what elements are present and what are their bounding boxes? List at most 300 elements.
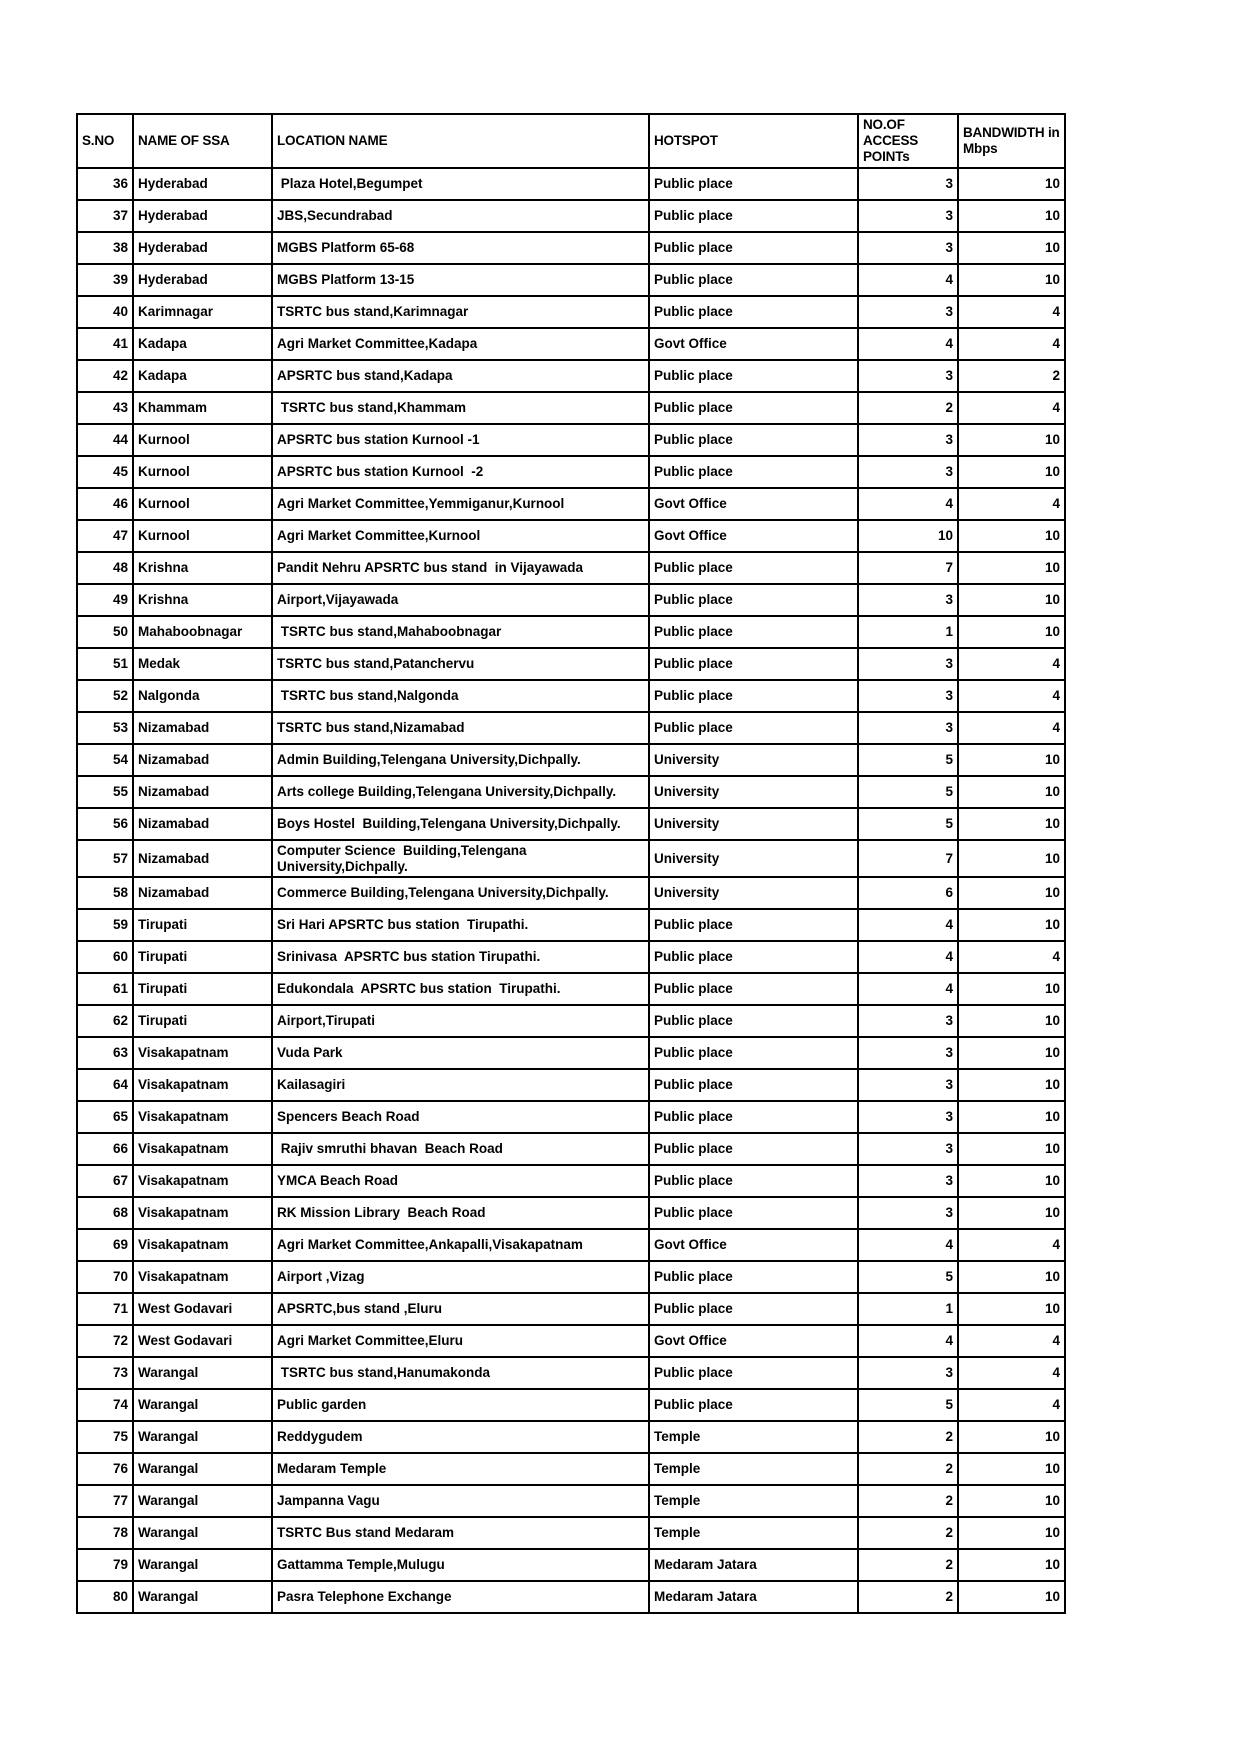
cell-ssa: Khammam	[133, 392, 272, 424]
cell-location: Rajiv smruthi bhavan Beach Road	[272, 1133, 649, 1165]
cell-location: APSRTC bus station Kurnool -2	[272, 456, 649, 488]
cell-sno: 67	[77, 1165, 133, 1197]
cell-ssa: Hyderabad	[133, 200, 272, 232]
cell-ssa: Nizamabad	[133, 840, 272, 877]
table-row	[77, 1421, 1065, 1453]
cell-access_points: 3	[858, 680, 958, 712]
table-row	[77, 1517, 1065, 1549]
cell-sno: 36	[77, 168, 133, 200]
cell-sno: 50	[77, 616, 133, 648]
cell-sno: 65	[77, 1101, 133, 1133]
cell-sno: 80	[77, 1581, 133, 1613]
cell-bandwidth: 10	[958, 456, 1065, 488]
table-row	[77, 744, 1065, 776]
cell-ssa: Warangal	[133, 1549, 272, 1581]
cell-hotspot: Public place	[649, 1261, 858, 1293]
cell-bandwidth: 10	[958, 1005, 1065, 1037]
cell-access_points: 3	[858, 1357, 958, 1389]
table-row	[77, 1037, 1065, 1069]
cell-hotspot: Public place	[649, 360, 858, 392]
table-row	[77, 392, 1065, 424]
cell-access_points: 3	[858, 1037, 958, 1069]
cell-location: Agri Market Committee,Yemmiganur,Kurnool	[272, 488, 649, 520]
cell-bandwidth: 10	[958, 1037, 1065, 1069]
cell-access_points: 2	[858, 1581, 958, 1613]
cell-bandwidth: 4	[958, 488, 1065, 520]
cell-hotspot: Temple	[649, 1517, 858, 1549]
cell-access_points: 1	[858, 1293, 958, 1325]
cell-location: Medaram Temple	[272, 1453, 649, 1485]
cell-ssa: Visakapatnam	[133, 1101, 272, 1133]
cell-location: Agri Market Committee,Eluru	[272, 1325, 649, 1357]
cell-hotspot: Public place	[649, 1101, 858, 1133]
table-row	[77, 1229, 1065, 1261]
cell-ssa: Nalgonda	[133, 680, 272, 712]
cell-ssa: Hyderabad	[133, 264, 272, 296]
cell-access_points: 3	[858, 584, 958, 616]
cell-ssa: Kurnool	[133, 456, 272, 488]
cell-ssa: Krishna	[133, 552, 272, 584]
table-row	[77, 1005, 1065, 1037]
cell-bandwidth: 4	[958, 1325, 1065, 1357]
cell-bandwidth: 10	[958, 520, 1065, 552]
cell-location: Admin Building,Telengana University,Dichpally.	[272, 744, 649, 776]
cell-hotspot: Public place	[649, 680, 858, 712]
cell-hotspot: Temple	[649, 1453, 858, 1485]
table-row	[77, 520, 1065, 552]
cell-hotspot: Public place	[649, 200, 858, 232]
cell-location: Reddygudem	[272, 1421, 649, 1453]
cell-access_points: 4	[858, 973, 958, 1005]
cell-access_points: 3	[858, 1005, 958, 1037]
table-row	[77, 1293, 1065, 1325]
table-row	[77, 1133, 1065, 1165]
cell-ssa: Warangal	[133, 1357, 272, 1389]
cell-bandwidth: 10	[958, 168, 1065, 200]
cell-location: Spencers Beach Road	[272, 1101, 649, 1133]
cell-hotspot: Public place	[649, 909, 858, 941]
table-row	[77, 424, 1065, 456]
cell-sno: 62	[77, 1005, 133, 1037]
cell-sno: 76	[77, 1453, 133, 1485]
cell-access_points: 1	[858, 616, 958, 648]
cell-access_points: 3	[858, 712, 958, 744]
cell-sno: 40	[77, 296, 133, 328]
cell-access_points: 4	[858, 1229, 958, 1261]
cell-sno: 78	[77, 1517, 133, 1549]
cell-sno: 54	[77, 744, 133, 776]
cell-sno: 59	[77, 909, 133, 941]
cell-access_points: 4	[858, 941, 958, 973]
cell-ssa: Nizamabad	[133, 808, 272, 840]
cell-sno: 72	[77, 1325, 133, 1357]
cell-hotspot: Public place	[649, 941, 858, 973]
header-hotspot: HOTSPOT	[649, 114, 858, 168]
cell-location: Boys Hostel Building,Telengana University,Dichpally.	[272, 808, 649, 840]
cell-sno: 56	[77, 808, 133, 840]
cell-hotspot: Public place	[649, 1293, 858, 1325]
cell-ssa: Karimnagar	[133, 296, 272, 328]
cell-sno: 79	[77, 1549, 133, 1581]
cell-access_points: 2	[858, 1517, 958, 1549]
cell-location: Airport,Tirupati	[272, 1005, 649, 1037]
cell-ssa: Nizamabad	[133, 776, 272, 808]
cell-sno: 61	[77, 973, 133, 1005]
header-row	[77, 114, 1065, 168]
cell-access_points: 3	[858, 296, 958, 328]
cell-hotspot: Public place	[649, 1357, 858, 1389]
cell-bandwidth: 10	[958, 1581, 1065, 1613]
cell-location: Edukondala APSRTC bus station Tirupathi.	[272, 973, 649, 1005]
cell-sno: 43	[77, 392, 133, 424]
cell-ssa: Tirupati	[133, 973, 272, 1005]
cell-sno: 42	[77, 360, 133, 392]
table-row	[77, 648, 1065, 680]
cell-ssa: Kadapa	[133, 328, 272, 360]
cell-access_points: 3	[858, 1069, 958, 1101]
cell-access_points: 5	[858, 1261, 958, 1293]
cell-ssa: Warangal	[133, 1421, 272, 1453]
cell-sno: 49	[77, 584, 133, 616]
cell-bandwidth: 10	[958, 808, 1065, 840]
cell-ssa: Warangal	[133, 1453, 272, 1485]
cell-sno: 39	[77, 264, 133, 296]
cell-access_points: 2	[858, 1549, 958, 1581]
cell-sno: 48	[77, 552, 133, 584]
cell-hotspot: Govt Office	[649, 1229, 858, 1261]
cell-location: TSRTC bus stand,Nizamabad	[272, 712, 649, 744]
cell-bandwidth: 10	[958, 200, 1065, 232]
cell-location: APSRTC,bus stand ,Eluru	[272, 1293, 649, 1325]
cell-access_points: 4	[858, 1325, 958, 1357]
cell-sno: 71	[77, 1293, 133, 1325]
table-row	[77, 1197, 1065, 1229]
cell-bandwidth: 10	[958, 1453, 1065, 1485]
cell-access_points: 7	[858, 552, 958, 584]
cell-bandwidth: 4	[958, 1357, 1065, 1389]
cell-bandwidth: 10	[958, 1549, 1065, 1581]
cell-location: RK Mission Library Beach Road	[272, 1197, 649, 1229]
cell-bandwidth: 10	[958, 1517, 1065, 1549]
cell-sno: 64	[77, 1069, 133, 1101]
cell-access_points: 3	[858, 1197, 958, 1229]
cell-bandwidth: 10	[958, 264, 1065, 296]
cell-ssa: Visakapatnam	[133, 1261, 272, 1293]
cell-access_points: 6	[858, 877, 958, 909]
cell-sno: 75	[77, 1421, 133, 1453]
cell-location: MGBS Platform 65-68	[272, 232, 649, 264]
cell-sno: 38	[77, 232, 133, 264]
cell-location: Public garden	[272, 1389, 649, 1421]
cell-bandwidth: 10	[958, 973, 1065, 1005]
table-row	[77, 1261, 1065, 1293]
cell-access_points: 4	[858, 264, 958, 296]
header-access-points: NO.OF ACCESS POINTs	[858, 114, 958, 168]
cell-hotspot: University	[649, 840, 858, 877]
cell-access_points: 10	[858, 520, 958, 552]
cell-sno: 45	[77, 456, 133, 488]
cell-hotspot: University	[649, 776, 858, 808]
cell-location: YMCA Beach Road	[272, 1165, 649, 1197]
table-row	[77, 1453, 1065, 1485]
cell-bandwidth: 10	[958, 840, 1065, 877]
cell-bandwidth: 4	[958, 296, 1065, 328]
cell-hotspot: Govt Office	[649, 520, 858, 552]
cell-hotspot: Govt Office	[649, 488, 858, 520]
cell-bandwidth: 4	[958, 328, 1065, 360]
cell-sno: 57	[77, 840, 133, 877]
cell-sno: 60	[77, 941, 133, 973]
cell-ssa: Visakapatnam	[133, 1165, 272, 1197]
cell-location: Airport ,Vizag	[272, 1261, 649, 1293]
cell-location: APSRTC bus stand,Kadapa	[272, 360, 649, 392]
cell-hotspot: Public place	[649, 616, 858, 648]
cell-ssa: West Godavari	[133, 1325, 272, 1357]
table-row	[77, 1549, 1065, 1581]
table-row	[77, 1069, 1065, 1101]
cell-location: Pandit Nehru APSRTC bus stand in Vijayawada	[272, 552, 649, 584]
cell-bandwidth: 10	[958, 1165, 1065, 1197]
cell-hotspot: Public place	[649, 648, 858, 680]
cell-location: Airport,Vijayawada	[272, 584, 649, 616]
table-row	[77, 840, 1065, 877]
cell-access_points: 3	[858, 1101, 958, 1133]
cell-access_points: 3	[858, 168, 958, 200]
cell-ssa: Kurnool	[133, 424, 272, 456]
cell-hotspot: Public place	[649, 973, 858, 1005]
cell-access_points: 4	[858, 909, 958, 941]
cell-bandwidth: 10	[958, 877, 1065, 909]
cell-sno: 73	[77, 1357, 133, 1389]
table-row	[77, 909, 1065, 941]
cell-ssa: Kadapa	[133, 360, 272, 392]
cell-location: TSRTC bus stand,Hanumakonda	[272, 1357, 649, 1389]
cell-bandwidth: 4	[958, 648, 1065, 680]
cell-ssa: Kurnool	[133, 488, 272, 520]
cell-hotspot: Medaram Jatara	[649, 1549, 858, 1581]
header-location-name: LOCATION NAME	[272, 114, 649, 168]
cell-hotspot: Public place	[649, 1133, 858, 1165]
cell-sno: 51	[77, 648, 133, 680]
cell-location: Vuda Park	[272, 1037, 649, 1069]
cell-bandwidth: 2	[958, 360, 1065, 392]
cell-bandwidth: 10	[958, 1069, 1065, 1101]
cell-access_points: 5	[858, 808, 958, 840]
cell-ssa: Mahaboobnagar	[133, 616, 272, 648]
cell-bandwidth: 4	[958, 712, 1065, 744]
cell-sno: 37	[77, 200, 133, 232]
cell-bandwidth: 4	[958, 1229, 1065, 1261]
table-row	[77, 776, 1065, 808]
cell-hotspot: Public place	[649, 1037, 858, 1069]
cell-hotspot: Public place	[649, 1165, 858, 1197]
cell-bandwidth: 10	[958, 1485, 1065, 1517]
cell-ssa: Krishna	[133, 584, 272, 616]
cell-access_points: 3	[858, 232, 958, 264]
table-row	[77, 168, 1065, 200]
cell-hotspot: Temple	[649, 1421, 858, 1453]
cell-bandwidth: 10	[958, 776, 1065, 808]
cell-bandwidth: 10	[958, 1261, 1065, 1293]
cell-hotspot: Public place	[649, 1389, 858, 1421]
cell-bandwidth: 10	[958, 1293, 1065, 1325]
cell-ssa: Visakapatnam	[133, 1133, 272, 1165]
cell-location: TSRTC bus stand,Mahaboobnagar	[272, 616, 649, 648]
cell-hotspot: Public place	[649, 1197, 858, 1229]
cell-ssa: Visakapatnam	[133, 1197, 272, 1229]
cell-ssa: Kurnool	[133, 520, 272, 552]
cell-access_points: 3	[858, 360, 958, 392]
cell-hotspot: Govt Office	[649, 1325, 858, 1357]
cell-location: Sri Hari APSRTC bus station Tirupathi.	[272, 909, 649, 941]
cell-access_points: 5	[858, 776, 958, 808]
cell-ssa: Hyderabad	[133, 232, 272, 264]
table-header	[77, 114, 1065, 168]
cell-access_points: 5	[858, 1389, 958, 1421]
cell-ssa: Warangal	[133, 1389, 272, 1421]
cell-access_points: 4	[858, 488, 958, 520]
cell-hotspot: Public place	[649, 424, 858, 456]
cell-location: Arts college Building,Telengana University,Dichpally.	[272, 776, 649, 808]
table-row	[77, 941, 1065, 973]
cell-ssa: Nizamabad	[133, 744, 272, 776]
cell-sno: 58	[77, 877, 133, 909]
table-row	[77, 877, 1065, 909]
cell-sno: 47	[77, 520, 133, 552]
header-sno: S.NO	[77, 114, 133, 168]
cell-access_points: 2	[858, 1453, 958, 1485]
cell-ssa: Tirupati	[133, 1005, 272, 1037]
cell-access_points: 2	[858, 1485, 958, 1517]
cell-location: Commerce Building,Telengana University,Dichpally.	[272, 877, 649, 909]
cell-hotspot: Public place	[649, 456, 858, 488]
cell-access_points: 2	[858, 1421, 958, 1453]
cell-location: TSRTC bus stand,Khammam	[272, 392, 649, 424]
cell-location: APSRTC bus station Kurnool -1	[272, 424, 649, 456]
cell-access_points: 3	[858, 200, 958, 232]
cell-bandwidth: 10	[958, 744, 1065, 776]
cell-location: Plaza Hotel,Begumpet	[272, 168, 649, 200]
header-name-of-ssa: NAME OF SSA	[133, 114, 272, 168]
cell-bandwidth: 4	[958, 941, 1065, 973]
cell-ssa: Tirupati	[133, 909, 272, 941]
table-row	[77, 1357, 1065, 1389]
cell-access_points: 3	[858, 456, 958, 488]
cell-bandwidth: 4	[958, 1389, 1065, 1421]
table-row	[77, 712, 1065, 744]
cell-ssa: Tirupati	[133, 941, 272, 973]
cell-ssa: Warangal	[133, 1517, 272, 1549]
cell-ssa: West Godavari	[133, 1293, 272, 1325]
cell-location: TSRTC Bus stand Medaram	[272, 1517, 649, 1549]
cell-access_points: 3	[858, 1165, 958, 1197]
cell-hotspot: Public place	[649, 168, 858, 200]
cell-ssa: Medak	[133, 648, 272, 680]
cell-access_points: 2	[858, 392, 958, 424]
cell-bandwidth: 10	[958, 1421, 1065, 1453]
cell-location: Srinivasa APSRTC bus station Tirupathi.	[272, 941, 649, 973]
cell-location: Kailasagiri	[272, 1069, 649, 1101]
cell-sno: 44	[77, 424, 133, 456]
table-row	[77, 680, 1065, 712]
table-row	[77, 264, 1065, 296]
cell-hotspot: University	[649, 808, 858, 840]
table-row	[77, 296, 1065, 328]
table-row	[77, 584, 1065, 616]
table-row	[77, 1325, 1065, 1357]
table-row	[77, 616, 1065, 648]
cell-bandwidth: 4	[958, 392, 1065, 424]
cell-location: Jampanna Vagu	[272, 1485, 649, 1517]
table-row	[77, 1389, 1065, 1421]
cell-location: Agri Market Committee,Ankapalli,Visakapatnam	[272, 1229, 649, 1261]
cell-hotspot: Public place	[649, 296, 858, 328]
cell-location: Gattamma Temple,Mulugu	[272, 1549, 649, 1581]
cell-hotspot: Public place	[649, 584, 858, 616]
cell-sno: 68	[77, 1197, 133, 1229]
table-row	[77, 1485, 1065, 1517]
cell-sno: 66	[77, 1133, 133, 1165]
cell-sno: 74	[77, 1389, 133, 1421]
table-row	[77, 1165, 1065, 1197]
cell-hotspot: University	[649, 877, 858, 909]
cell-location: TSRTC bus stand,Karimnagar	[272, 296, 649, 328]
cell-access_points: 5	[858, 744, 958, 776]
table-row	[77, 973, 1065, 1005]
cell-bandwidth: 10	[958, 232, 1065, 264]
cell-location: Pasra Telephone Exchange	[272, 1581, 649, 1613]
table-row	[77, 232, 1065, 264]
cell-sno: 77	[77, 1485, 133, 1517]
cell-bandwidth: 10	[958, 1197, 1065, 1229]
cell-sno: 69	[77, 1229, 133, 1261]
cell-sno: 63	[77, 1037, 133, 1069]
cell-location: Agri Market Committee,Kurnool	[272, 520, 649, 552]
cell-access_points: 4	[858, 328, 958, 360]
table-row	[77, 456, 1065, 488]
cell-ssa: Warangal	[133, 1485, 272, 1517]
cell-ssa: Visakapatnam	[133, 1069, 272, 1101]
cell-ssa: Nizamabad	[133, 712, 272, 744]
cell-access_points: 3	[858, 1133, 958, 1165]
cell-sno: 52	[77, 680, 133, 712]
table-row	[77, 1101, 1065, 1133]
table-row	[77, 360, 1065, 392]
cell-bandwidth: 10	[958, 552, 1065, 584]
cell-bandwidth: 10	[958, 584, 1065, 616]
table-row	[77, 488, 1065, 520]
cell-bandwidth: 10	[958, 1101, 1065, 1133]
cell-bandwidth: 10	[958, 616, 1065, 648]
cell-bandwidth: 10	[958, 424, 1065, 456]
cell-location: Agri Market Committee,Kadapa	[272, 328, 649, 360]
cell-hotspot: Govt Office	[649, 328, 858, 360]
table-row	[77, 200, 1065, 232]
cell-location: TSRTC bus stand,Patanchervu	[272, 648, 649, 680]
table-row	[77, 552, 1065, 584]
table-body	[77, 168, 1065, 1613]
cell-bandwidth: 4	[958, 680, 1065, 712]
wifi-hotspot-table	[76, 113, 1066, 1614]
cell-hotspot: Public place	[649, 264, 858, 296]
cell-hotspot: Public place	[649, 232, 858, 264]
cell-ssa: Visakapatnam	[133, 1037, 272, 1069]
table-row	[77, 328, 1065, 360]
cell-ssa: Hyderabad	[133, 168, 272, 200]
cell-sno: 41	[77, 328, 133, 360]
header-bandwidth: BANDWIDTH in Mbps	[958, 114, 1065, 168]
cell-hotspot: Public place	[649, 552, 858, 584]
